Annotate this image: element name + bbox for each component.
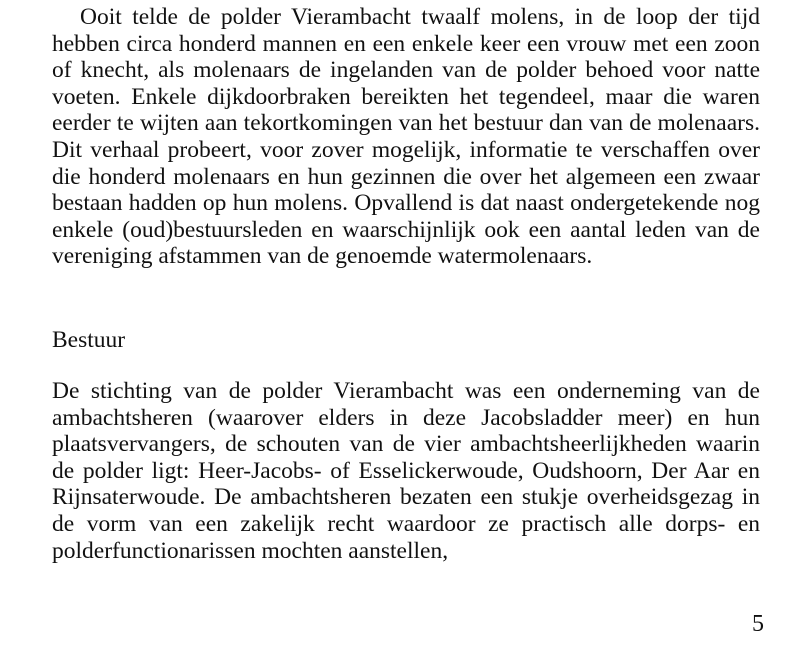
intro-paragraph: Ooit telde de polder Vierambacht twaalf molens, in de loop der tijd hebben circa honderd mannen en een enkele keer een vrouw met een zoon of knecht, als molenaars de ingelanden van de polder behoed voor natte voeten. Enkele dijkdoorbraken bereikten het tegendeel, maar die waren eerder te wijten aan tekortkomingen van het bestuur dan van de molenaars. Dit verhaal probeert, voor zover mogelijk, informatie te verschaffen over die honderd molenaars en hun gezinnen die over het algemeen een zwaar bestaan hadden op hun molens. Opvallend is dat naast ondergetekende nog enkele (oud)bestuursleden en waarschijnlijk ook een aantal leden van de vereniging afstammen van de genoemde watermolenaars.	[52, 4, 760, 270]
page-number: 5	[752, 611, 764, 637]
section-heading-bestuur: Bestuur	[52, 327, 126, 353]
bestuur-paragraph: De stichting van de polder Vierambacht was een onderneming van de ambachtsheren (waarover elders in deze Jacobsladder meer) en hun plaatsvervangers, de schouten van de vier ambachtsheerlijkheden waarin de polder ligt: Heer-Jacobs- of Esselickerwoude, Oudshoorn, Der Aar en Rijnsaterwoude. De ambachtsheren bezaten een stukje overheidsgezag in de vorm van een zakelijk recht waardoor ze practisch alle dorps- en polderfunctionarissen mochten aanstellen,	[52, 378, 760, 564]
